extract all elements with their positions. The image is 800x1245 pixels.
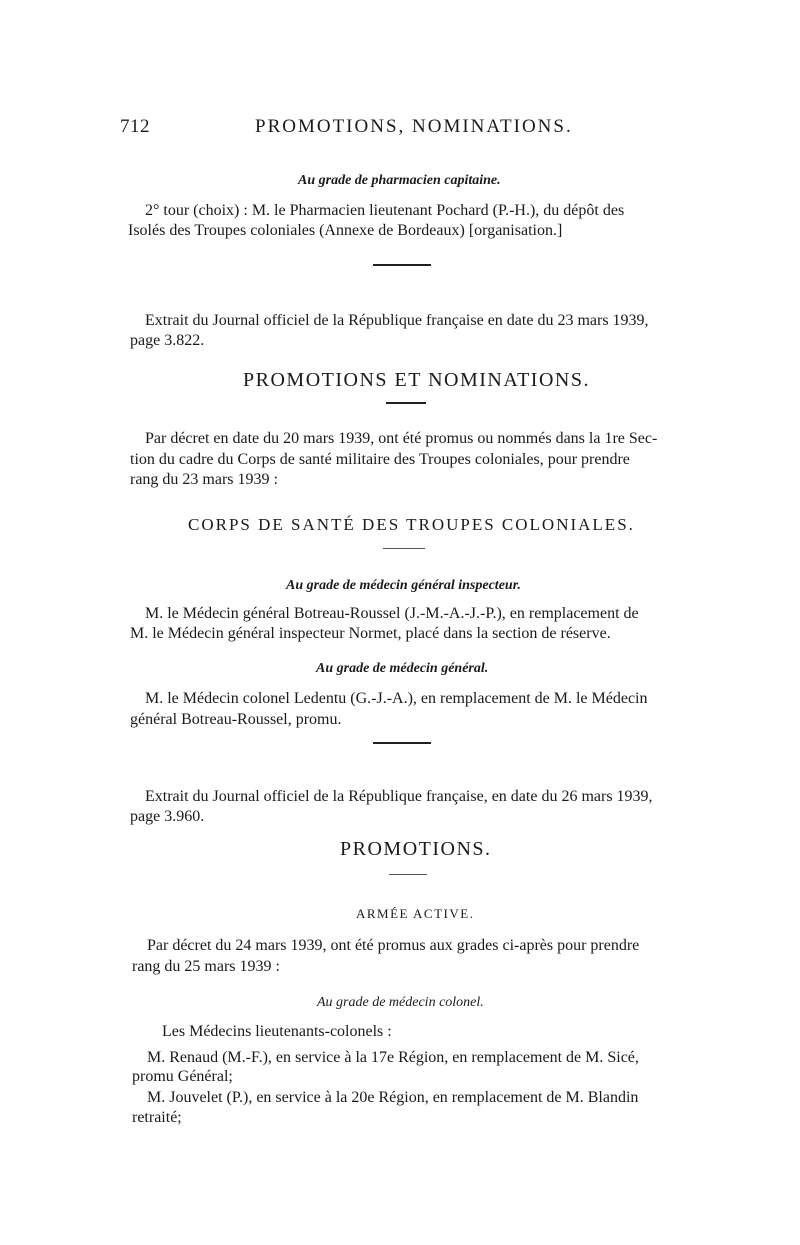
extract-line: Extrait du Journal officiel de la République française, en date du 26 mars 1939, bbox=[145, 788, 653, 805]
separator-rule bbox=[373, 264, 431, 266]
subtitle-pharmacien-capitaine: Au grade de pharmacien capitaine. bbox=[298, 173, 501, 188]
extract-line: page 3.960. bbox=[130, 808, 205, 825]
text-line: 2° tour (choix) : M. le Pharmacien lieutenant Pochard (P.-H.), du dépôt des bbox=[145, 202, 625, 219]
text-line: M. le Médecin colonel Ledentu (G.-J.-A.), en remplacement de M. le Médecin bbox=[145, 690, 648, 707]
section-heading: ARMÉE ACTIVE. bbox=[356, 906, 475, 921]
text-line: M. le Médecin général inspecteur Normet, placé dans la section de réserve. bbox=[130, 625, 611, 642]
decree-line: Par décret du 24 mars 1939, ont été promus aux grades ci-après pour prendre bbox=[147, 937, 640, 954]
page-number: 712 bbox=[120, 116, 150, 137]
running-head: PROMOTIONS, NOMINATIONS. bbox=[255, 116, 573, 137]
section-title: PROMOTIONS. bbox=[340, 838, 492, 860]
subtitle-medecin-general: Au grade de médecin général. bbox=[316, 661, 489, 676]
entry-line: M. Jouvelet (P.), en service à la 20e Région, en remplacement de M. Blandin bbox=[147, 1089, 639, 1106]
separator-rule bbox=[386, 402, 426, 404]
text-line: général Botreau-Roussel, promu. bbox=[130, 711, 342, 728]
extract-line: page 3.822. bbox=[130, 332, 205, 349]
entry-line: M. Renaud (M.-F.), en service à la 17e Région, en remplacement de M. Sicé, bbox=[147, 1049, 639, 1066]
decree-line: rang du 25 mars 1939 : bbox=[132, 958, 280, 975]
decree-line: Par décret en date du 20 mars 1939, ont été promus ou nommés dans la 1re Sec- bbox=[145, 430, 658, 447]
subtitle-medecin-general-inspecteur: Au grade de médecin général inspecteur. bbox=[286, 578, 521, 593]
separator-rule bbox=[383, 548, 425, 549]
separator-rule bbox=[389, 874, 427, 875]
extract-line: Extrait du Journal officiel de la République française en date du 23 mars 1939, bbox=[145, 312, 649, 329]
section-title: PROMOTIONS ET NOMINATIONS. bbox=[243, 369, 590, 391]
subtitle-medecin-colonel: Au grade de médecin colonel. bbox=[317, 995, 484, 1010]
text-line: M. le Médecin général Botreau-Roussel (J.-M.-A.-J.-P.), en remplacement de bbox=[145, 605, 639, 622]
separator-rule bbox=[373, 742, 431, 744]
decree-line: rang du 23 mars 1939 : bbox=[130, 471, 278, 488]
decree-line: tion du cadre du Corps de santé militaire des Troupes coloniales, pour prendre bbox=[130, 451, 630, 468]
text-line: Les Médecins lieutenants-colonels : bbox=[162, 1023, 392, 1040]
text-line: Isolés des Troupes coloniales (Annexe de Bordeaux) [organisation.] bbox=[128, 222, 563, 239]
section-heading: CORPS DE SANTÉ DES TROUPES COLONIALES. bbox=[188, 515, 635, 534]
entry-line: promu Général; bbox=[132, 1068, 233, 1085]
entry-line: retraité; bbox=[132, 1109, 182, 1126]
